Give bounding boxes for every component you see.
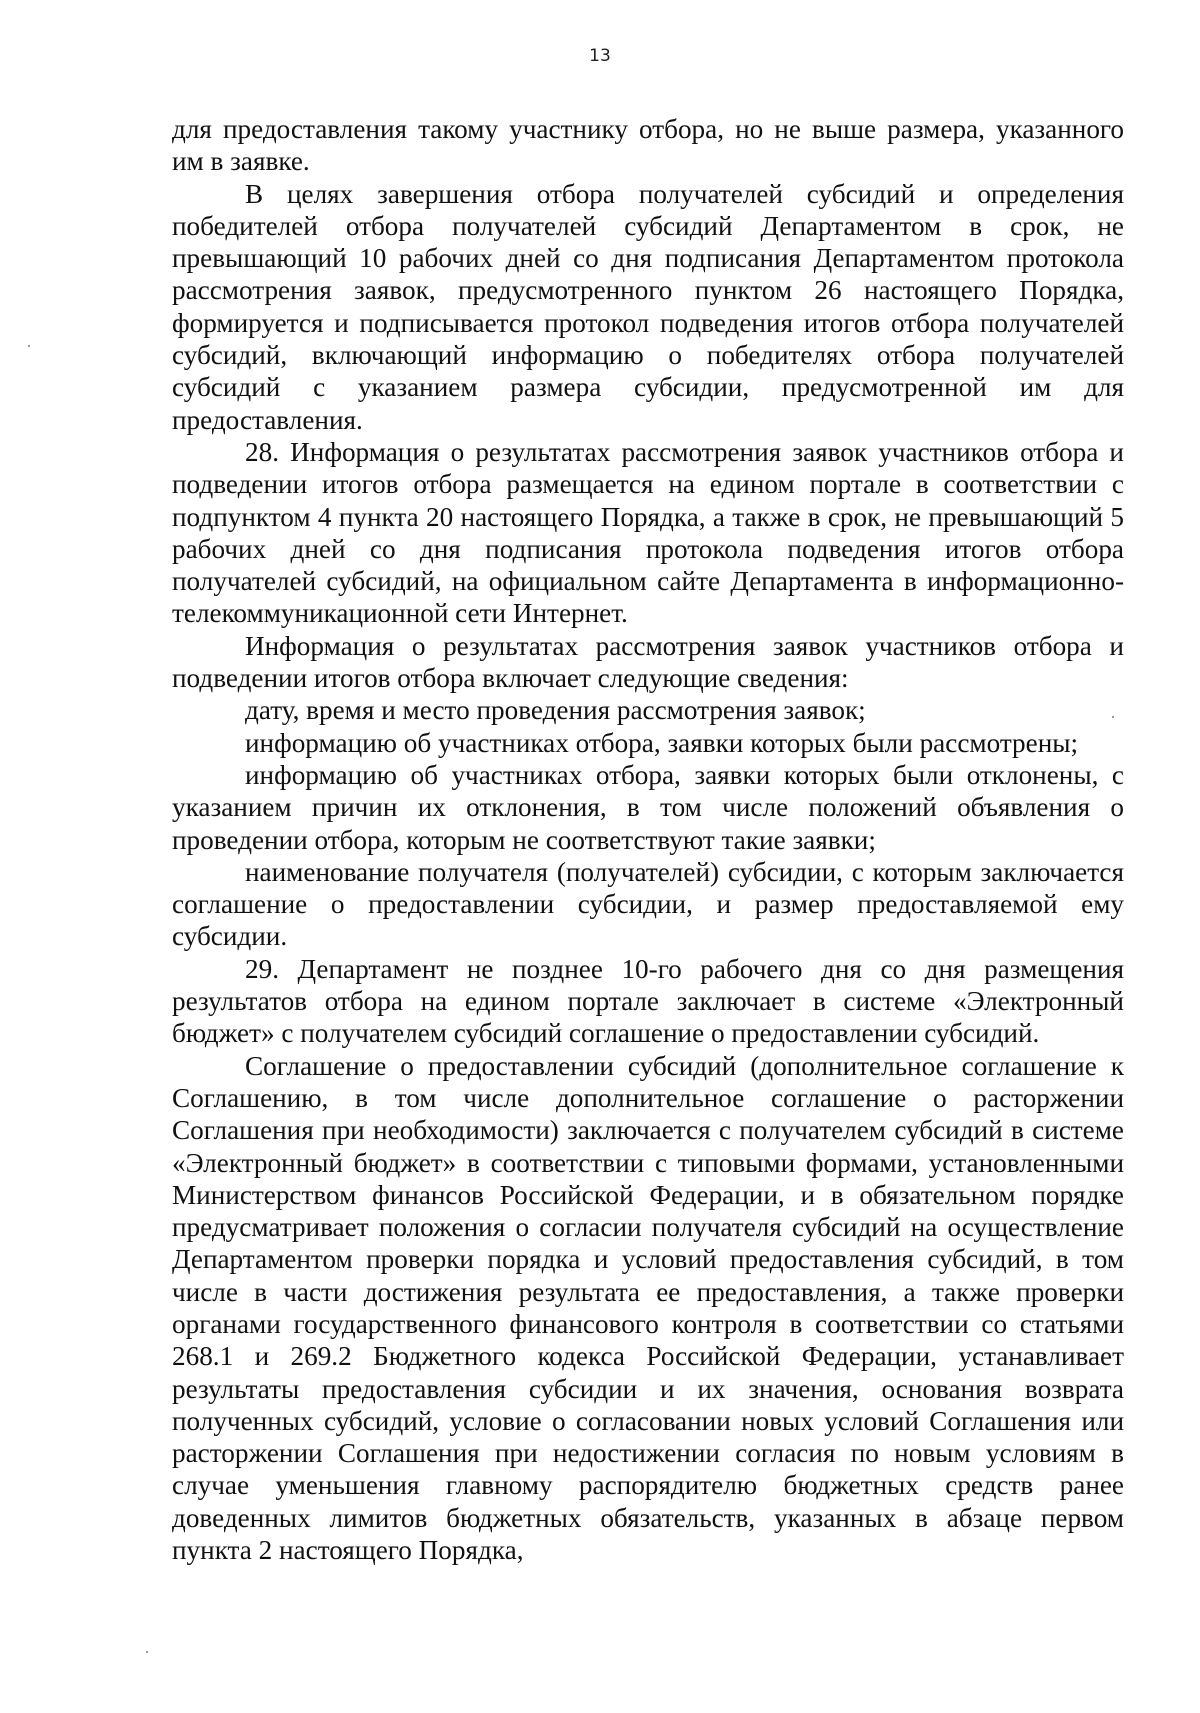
paragraph-continuation: для предоставления такому участнику отбора, но не выше размера, указанного им в заявке. [172, 114, 1124, 177]
paragraph-results-info: Информация о результатах рассмотрения заявок участников отбора и подведении итогов отбора включает следующие сведения: [172, 630, 1124, 694]
scan-speck [1112, 716, 1114, 718]
paragraph-item-29: 29. Департамент не позднее 10-го рабочего дня со дня размещения результатов отбора на едином портале заключает в системе «Электронный бюджет» с получателем субсидий соглашение о предоставлении субсидий. [172, 953, 1124, 1049]
paragraph-selection-completion: В целях завершения отбора получателей субсидий и определения победителей отбора получателей субсидий Департаментом в срок, не превышающий 10 рабочих дней со дня подписания Департаментом протокола рассмотрения заявок, предусмотренного пунктом 26 настоящего Порядка, формируется и подписывается протокол подведения итогов отбора получателей субсидий, включающий информацию о победителях отбора получателей субсидий с указанием размера субсидии, предусмотренной им для предоставления. [172, 178, 1124, 435]
list-item-date-time: дату, время и место проведения рассмотрения заявок; [245, 695, 866, 726]
paragraph-item-28: 28. Информация о результатах рассмотрения заявок участников отбора и подведении итогов отбора размещается на едином портале в соответствии с подпунктом 4 пункта 20 настоящего Порядка, а также в срок, не превышающий 5 рабочих дней со дня подписания протокола подведения итогов отбора получателей субсидий, на официальном сайте Департамента в информационно-телекоммуникационной сети Интернет. [172, 436, 1124, 629]
paragraph-agreement-terms: Соглашение о предоставлении субсидий (дополнительное соглашение к Соглашению, в том числе дополнительное соглашение о расторжении Соглашения при необходимости) заключается с получателем субсидий в системе «Электронный бюджет» в соответствии с типовыми формами, установленными Министерством финансов Российской Федерации, и в обязательном порядке предусматривает положения о согласии получателя субсидий на осуществление Департаментом проверки порядка и условий предоставления субсидий, в том числе в части достижения результата ее предоставления, а также проверки органами государственного финансового контроля в соответствии со статьями 268.1 и 269.2 Бюджетного кодекса Российской Федерации, устанавливает результаты предоставления субсидии и их значения, основания возврата полученных субсидий, условие о согласовании новых условий Соглашения или расторжении Соглашения при недостижении согласия по новым условиям в случае уменьшения главному распорядителю бюджетных средств ранее доведенных лимитов бюджетных обязательств, указанных в абзаце первом пункта 2 настоящего Порядка, [172, 1050, 1124, 1566]
list-item-reviewed-participants: информацию об участниках отбора, заявки которых были рассмотрены; [245, 727, 1079, 758]
page-number: 13 [589, 46, 611, 66]
scan-speck [28, 345, 30, 347]
list-item-rejected-participants: информацию об участниках отбора, заявки которых были отклонены, с указанием причин их отклонения, в том числе положений объявления о проведении отбора, которым не соответствуют такие заявки; [172, 759, 1124, 855]
scan-speck [146, 1651, 148, 1653]
list-item-recipient-name: наименование получателя (получателей) субсидии, с которым заключается соглашение о предоставлении субсидии, и размер предоставляемой ему субсидии. [172, 856, 1124, 952]
document-body [172, 113, 1124, 1566]
